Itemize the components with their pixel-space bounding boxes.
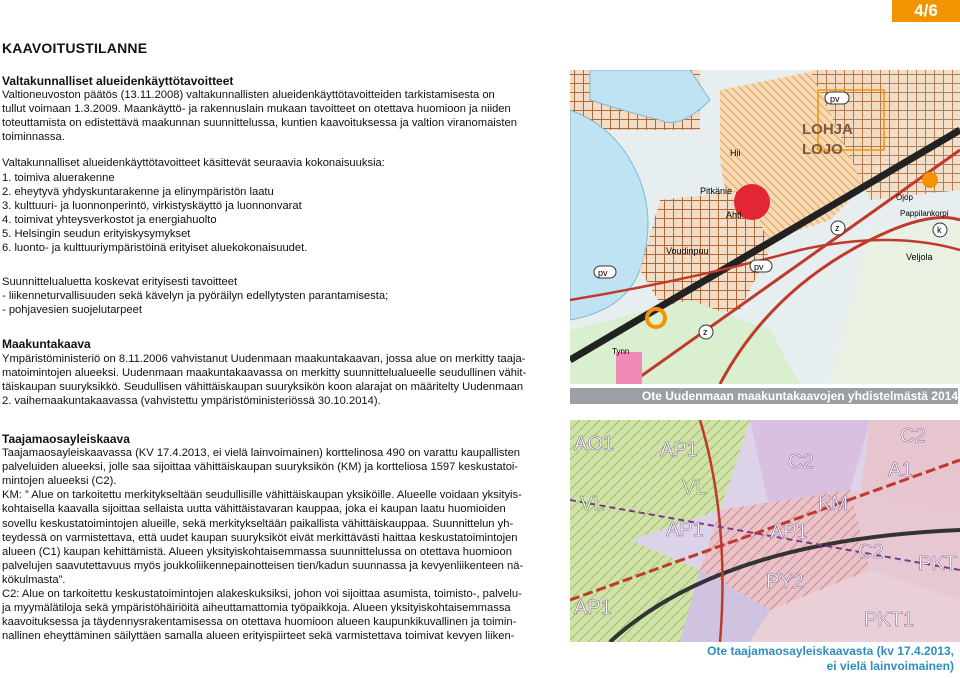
paragraph-line: kökulmasta”. <box>2 573 66 586</box>
general-plan-caption <box>570 644 954 674</box>
page-number: 4/6 <box>892 0 960 22</box>
map-label: z <box>835 223 840 233</box>
map-label: PY2 <box>766 571 804 593</box>
map-label: AP1 <box>666 519 704 541</box>
goals-intro: Suunnittelualuetta koskevat erityisesti tavoitteet <box>2 276 238 289</box>
map-label: k <box>937 225 942 235</box>
list-item: 1. toimiva aluerakenne <box>2 171 115 184</box>
paragraph-line: täiskaupan suuryksikkö. Seudullisen vähittäiskaupan suuryksikön koon alarajat on määritelty Uudenmaan <box>2 380 524 393</box>
section-heading: Taajamaosayleiskaava <box>2 432 130 446</box>
section-heading: Valtakunnalliset alueidenkäyttötavoitteet <box>2 74 234 88</box>
paragraph-line: Ympäristöministeriö on 8.11.2006 vahvistanut Uudenmaan maakuntakaavan, jossa alue on merkitty taaja- <box>2 352 526 365</box>
list-item: 5. Helsingin seudun erityiskysymykset <box>2 227 191 240</box>
list-item: 4. toimivat yhteysverkostot ja energiahuolto <box>2 213 217 226</box>
paragraph-line: Taajamaosayleiskaavassa (KV 17.4.2013, ei vielä lainvoimainen) korttelinosa 490 on varattu kaupallisten <box>2 447 521 460</box>
map-label: z <box>703 327 708 337</box>
paragraph-line: tullut voimaan 1.3.2009. Maankäyttö- ja rakennuslain mukaan tavoitteet on otettava huomioon ja niiden <box>2 103 511 116</box>
caption-text: ei vielä lainvoimainen) <box>826 659 954 673</box>
paragraph-line: ja myymälätiloja sekä ympäristöhäiriöitä aiheuttamattomia työpaikkoja. Alueen yksityiskohtaisemmassa <box>2 602 511 615</box>
regional-plan-caption <box>570 388 958 404</box>
map-label: PKT1 <box>864 609 915 631</box>
caption-text: Ote Uudenmaan maakuntakaavojen yhdistelmästä 2014 <box>641 389 958 403</box>
paragraph-line: teydessä on varmistettava, että uudet kaupan suuryksiköt eivät merkittävästi haittaa keskustatoimintojen <box>2 531 518 544</box>
map-label: PKT <box>918 553 957 575</box>
list-item: 3. kulttuuri- ja luonnonperintö, virkistyskäyttö ja luonnonvarat <box>2 199 302 212</box>
map-label: Ojop <box>896 193 913 202</box>
regional-plan-map <box>570 70 960 384</box>
map-label: Veljola <box>906 252 933 262</box>
map-label: A1 <box>888 459 913 481</box>
goal-item: - pohjavesien suojelutarpeet <box>2 304 142 317</box>
paragraph-line: palvelujen saavutettavuus myös joukkoliikennepainotteisen tien/kadun suunnassa ja kevyenliikenteen nä- <box>2 559 524 572</box>
paragraph-line: matoimintojen alueeksi. Uudenmaan maakuntakaavassa on merkitty suunnittelualueelle seudullinen vähit- <box>2 366 527 379</box>
paragraph-line: kaavoituksessa ja täydennysrakentamisessa on otettava huomioon alueen kaupunkikuvallinen ja toimin- <box>2 616 517 629</box>
map-label: C2 <box>900 425 926 447</box>
map-label: Tynn <box>612 347 630 356</box>
paragraph-line: sovellu keskustatoimintojen alueille, sekä merkitykseltään paikallista vähittäiskauppaa. Suunnittelun yh- <box>2 517 514 530</box>
map-label: pv <box>754 262 764 272</box>
general-plan-map-graphic <box>570 420 960 642</box>
paragraph-line: Valtioneuvoston päätös (13.11.2008) valtakunnallisten alueidenkäyttötavoitteiden tarkistamisesta on <box>2 89 495 102</box>
map-label: C2 <box>858 541 884 563</box>
map-label: pv <box>598 268 608 278</box>
map-label: AO1 <box>574 433 615 455</box>
map-label: C2 <box>788 451 814 473</box>
paragraph-line: 2. vaihemaakuntakaavassa (vahvistettu ympäristöministeriössä 30.10.2014). <box>2 394 381 407</box>
list-item: 6. luonto- ja kulttuuriympäristöinä erityiset aluekokonaisuudet. <box>2 242 308 255</box>
page-title: KAAVOITUSTILANNE <box>2 40 148 56</box>
map-label: LOHJA <box>802 121 853 138</box>
paragraph-line: toiminnassa. <box>2 131 65 144</box>
section-national-goals <box>2 74 558 408</box>
goal-item: - liikenneturvallisuuden sekä kävelyn ja pyöräilyn edellytysten parantamisesta; <box>2 290 389 303</box>
list-intro: Valtakunnalliset alueidenkäyttötavoitteet käsittevät seuraavia kokonaisuuksia: <box>2 157 385 170</box>
paragraph-line: C2: Alue on tarkoitettu keskustatoimintojen alakeskuksiksi, johon voi sijoittaa asumista, toimisto-, palvelu- <box>2 588 522 601</box>
map-label: Pappilankorpi <box>900 209 949 218</box>
general-plan-map <box>570 420 960 642</box>
map-label: Voudinpuu <box>666 246 709 256</box>
paragraph-line: nallinen eheyttäminen säilyttäen samalla alueen erityispiirteet sekä varmistettava toimivat kevyen liiken- <box>2 630 515 643</box>
map-label: Pitkänie <box>700 186 733 196</box>
list-item: 2. eheytyvä yhdyskuntarakenne ja elinympäristön laatu <box>2 185 274 198</box>
map-label: AP1 <box>660 439 698 461</box>
paragraph-line: toteuttamista on edistettävä maakunnan suunnittelussa, kuntien kaavoituksessa ja valtion viranomaisten <box>2 117 517 130</box>
map-label: VL <box>682 477 707 499</box>
map-label: VL <box>580 493 605 515</box>
map-label: AP1 <box>574 597 612 619</box>
map-label: LOJO <box>802 141 843 158</box>
map-label: AP1 <box>770 521 808 543</box>
map-label: pv <box>830 94 840 104</box>
map-label: Hii <box>730 148 741 158</box>
section-general-plan <box>2 432 556 643</box>
paragraph-line: KM: ” Alue on tarkoitettu merkitykseltään seudullisille vähittäiskaupan yksiköille. Alueelle voidaan yksityis- <box>2 489 522 502</box>
caption-text: Ote taajamaosayleiskaavasta (kv 17.4.2013, <box>707 644 954 658</box>
map-label: Ahti <box>726 210 742 220</box>
regional-plan-map-graphic <box>570 70 960 384</box>
paragraph-line: mintojen alueeksi (C2). <box>2 475 117 488</box>
map-label: KM <box>818 493 848 515</box>
section-heading: Maakuntakaava <box>2 337 91 352</box>
paragraph-line: palveluiden alueeksi, jolle saa sijoittaa vähittäiskaupan suuryksikön (KM) ja kortteliosa 1597 keskustatoi- <box>2 461 519 474</box>
paragraph-line: alueen (C1) kaupan kehittämistä. Alueen yksityiskohtaisemmassa suunnittelussa on otettava huomioon <box>2 545 512 558</box>
paragraph-line: kohtaisella kaavalla sijoittaa sellaista uutta vähittäistavaran kauppaa, joka ei kaupan laatu huomioiden <box>2 503 506 516</box>
